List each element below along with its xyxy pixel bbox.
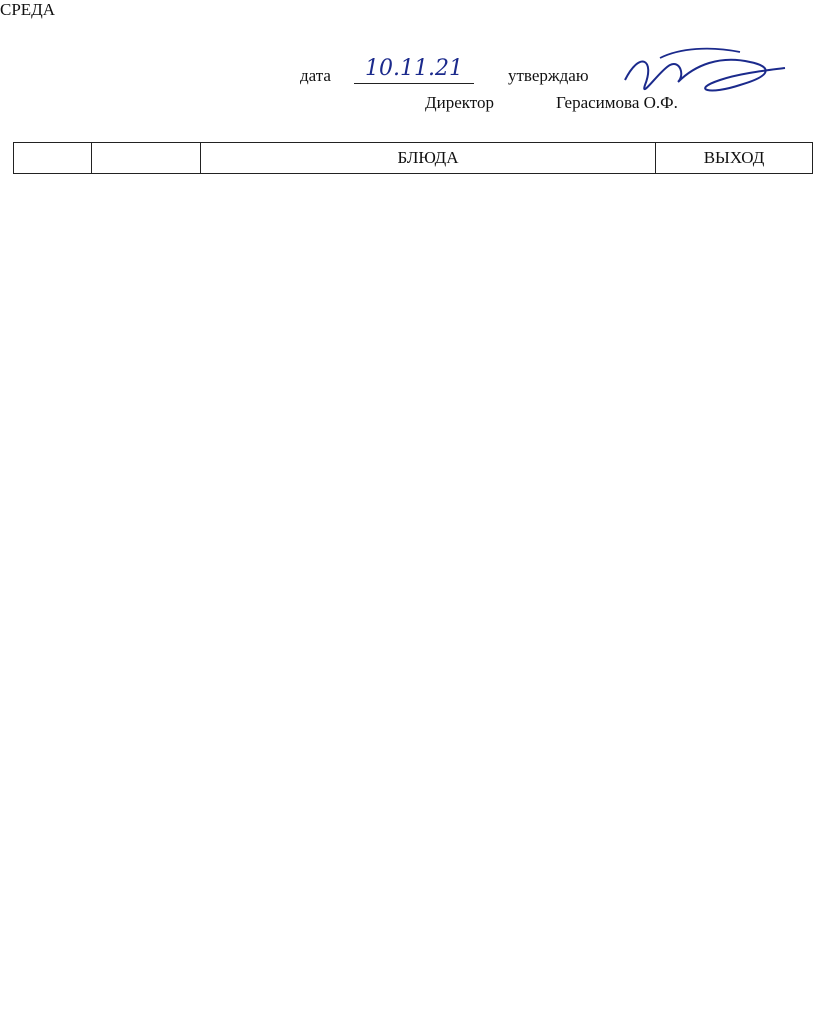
approve-label: утверждаю: [508, 66, 589, 85]
day-of-week: СРЕДА: [0, 0, 56, 19]
header-meal-cell: [14, 143, 92, 174]
date-label: дата: [300, 66, 331, 85]
menu-table: [13, 142, 813, 174]
column-header-dishes: БЛЮДА: [201, 143, 656, 174]
director-name: Герасимова О.Ф.: [556, 93, 678, 112]
header-group-cell: [92, 143, 201, 174]
column-header-yield: ВЫХОД: [656, 143, 813, 174]
table-header-row: [14, 143, 813, 174]
director-label: Директор: [425, 93, 494, 112]
date-value: 10.11.21: [354, 56, 474, 84]
signature: [600, 40, 790, 110]
